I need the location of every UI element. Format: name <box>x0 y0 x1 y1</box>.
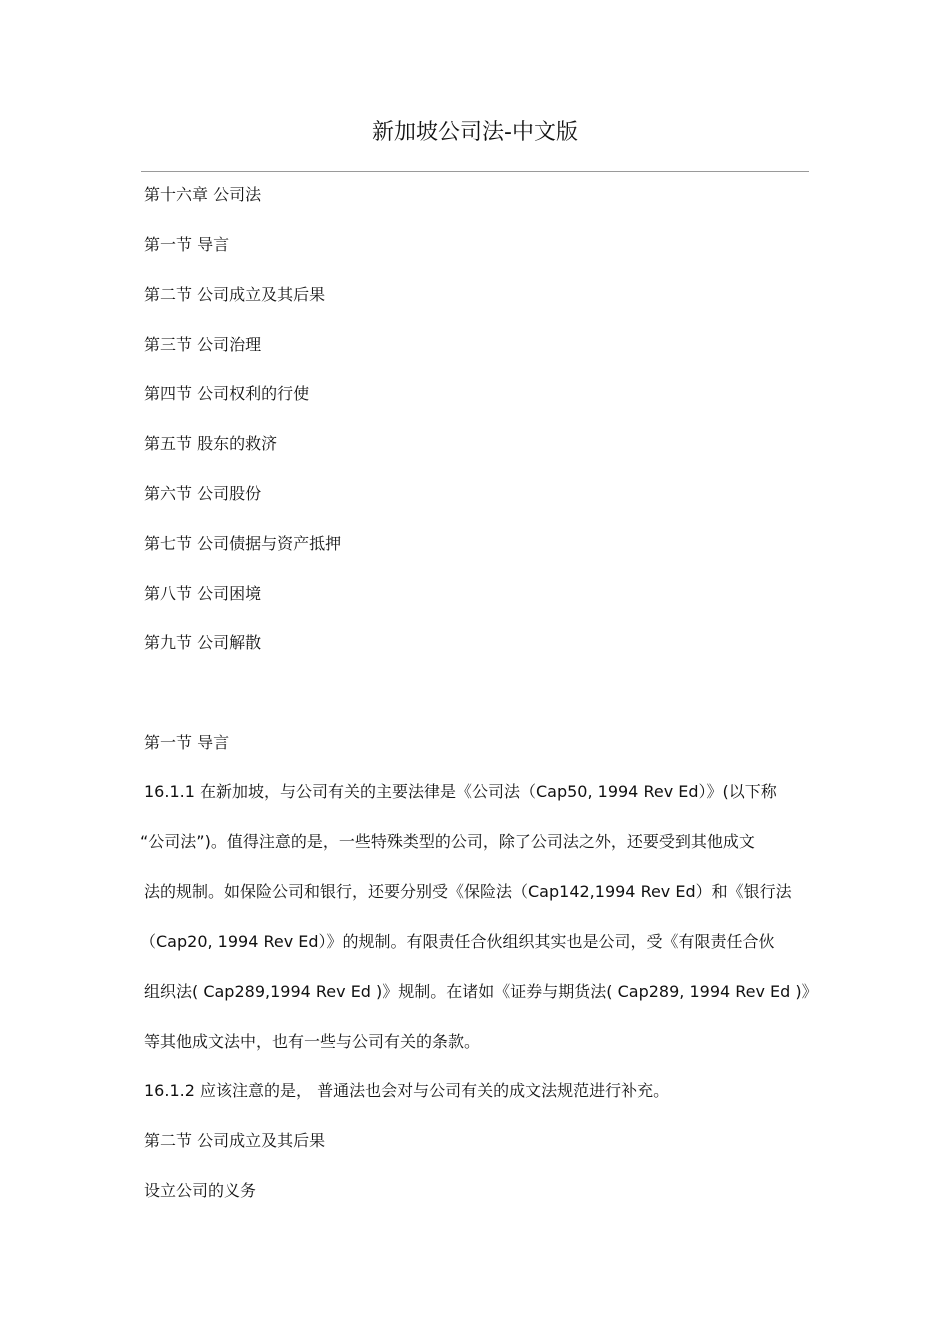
toc-item: 第四节 公司权利的行使 <box>144 384 310 403</box>
title-divider <box>141 171 809 172</box>
paragraph-line: 16.1.1 在新加坡，与公司有关的主要法律是《公司法（Cap50, 1994 Rev Ed）》(以下称 <box>144 782 777 801</box>
paragraph-line: （Cap20, 1994 Rev Ed）》的规制。有限责任合伙组织其实也是公司，受《有限责任合伙 <box>140 932 775 951</box>
paragraph-line: “公司法”)。值得注意的是，一些特殊类型的公司，除了公司法之外，还要受到其他成文 <box>140 832 755 851</box>
toc-item: 第八节 公司困境 <box>144 584 262 603</box>
toc-item: 第七节 公司债据与资产抵押 <box>144 534 342 553</box>
paragraph-line: 16.1.2 应该注意的是， 普通法也会对与公司有关的成文法规范进行补充。 <box>144 1081 670 1100</box>
subheading: 设立公司的义务 <box>144 1181 257 1200</box>
toc-item: 第五节 股东的救济 <box>144 434 278 453</box>
toc-chapter: 第十六章 公司法 <box>144 185 262 204</box>
toc-item: 第六节 公司股份 <box>144 484 262 503</box>
section-heading: 第一节 导言 <box>144 733 230 752</box>
toc-item: 第三节 公司治理 <box>144 335 262 354</box>
toc-item: 第一节 导言 <box>144 235 230 254</box>
paragraph-line: 组织法( Cap289,1994 Rev Ed )》规制。在诸如《证券与期货法( Cap289, 1994 Rev Ed )》 <box>144 982 818 1001</box>
toc-item: 第九节 公司解散 <box>144 633 262 652</box>
document-title: 新加坡公司法-中文版 <box>372 120 578 145</box>
toc-item: 第二节 公司成立及其后果 <box>144 285 326 304</box>
paragraph-line: 法的规制。如保险公司和银行，还要分别受《保险法（Cap142,1994 Rev Ed）和《银行法 <box>144 882 792 901</box>
section-heading: 第二节 公司成立及其后果 <box>144 1131 326 1150</box>
paragraph-line: 等其他成文法中，也有一些与公司有关的条款。 <box>144 1032 481 1051</box>
